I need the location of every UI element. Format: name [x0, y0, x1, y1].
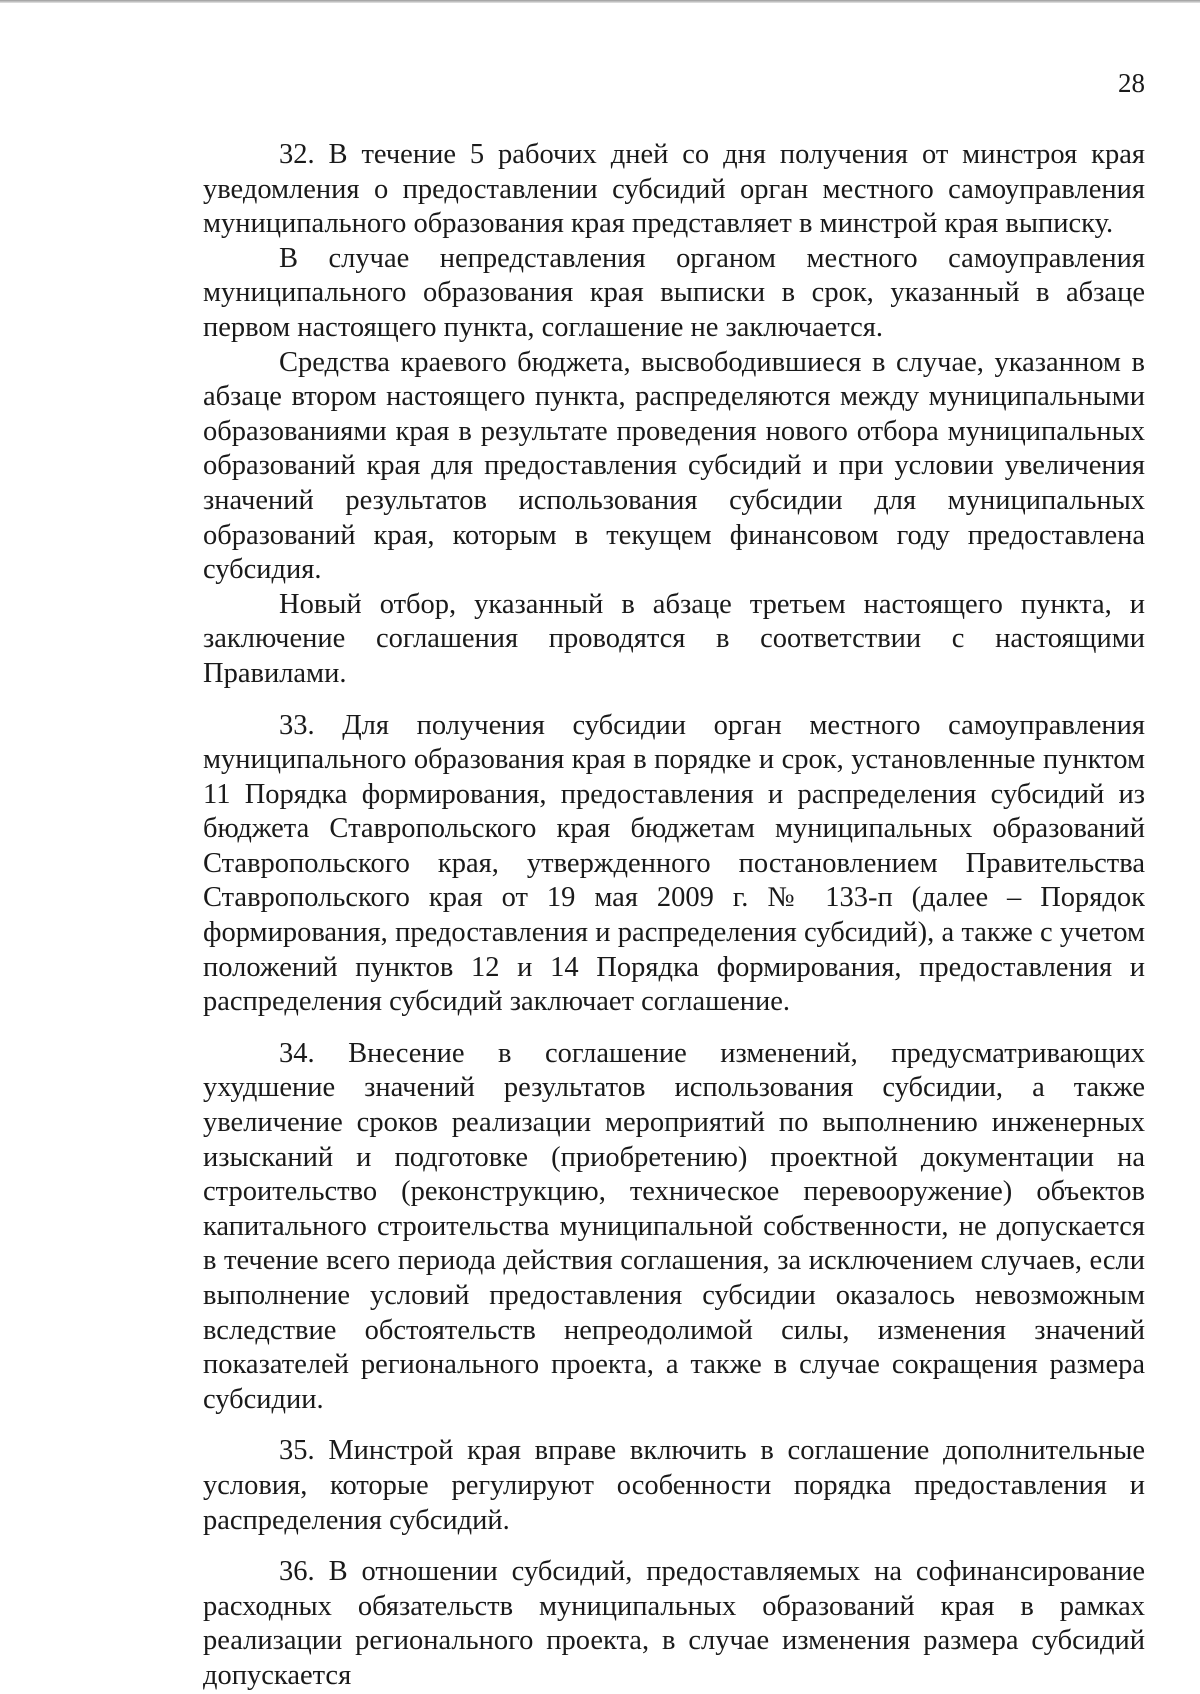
- paragraph-32-abzac-4: Новый отбор, указанный в абзаце третьем настоящего пункта, и заключение соглашения проводятся в соответствии с настоящими Правилами.: [203, 588, 1145, 689]
- paragraph-32-abzac-3: Средства краевого бюджета, высвободившиеся в случае, указанном в абзаце втором настоящего пункта, распределяются между муниципальными образованиями края в результате проведения нового отбора муниципальных образований края для предоставления субсидий и при условии увеличения значений результатов использования субсидии для муниципальных образований края, которым в текущем финансовом году предоставлена субсидия.: [203, 346, 1145, 586]
- paragraph-33: 33. Для получения субсидии орган местного самоуправления муниципального образования края в порядке и срок, установленные пунктом 11 Порядка формирования, предоставления и распределения субсидий из бюджета Ставропольского края бюджетам муниципальных образований Ставропольского края, утвержденного постановлением Правительства Ставропольского края от 19 мая 2009 г. № 133-п (далее – Порядок формирования, предоставления и распределения субсидий), а также с учетом положений пунктов 12 и 14 Порядка формирования, предоставления и распределения субсидий заключает соглашение.: [203, 709, 1145, 1018]
- paragraph-32: 32. В течение 5 рабочих дней со дня получения от минстроя края уведомления о предоставлении субсидий орган местного самоуправления муниципального образования края представляет в минстрой края выписку.: [203, 139, 1145, 240]
- document-body: [203, 138, 1145, 1694]
- paragraph-34: 34. Внесение в соглашение изменений, предусматривающих ухудшение значений результатов использования субсидии, а также увеличение сроков реализации мероприятий по выполнению инженерных изысканий и подготовке (приобретению) проектной документации на строительство (реконструкцию, техническое перевооружение) объектов капитального строительства муниципальной собственности, не допускается в течение всего периода действия соглашения, за исключением случаев, если выполнение условий предоставления субсидии оказалось невозможным вследствие обстоятельств непреодолимой силы, изменения значений показателей регионального проекта, а также в случае сокращения размера субсидии.: [203, 1037, 1145, 1415]
- paragraph-35: 35. Минстрой края вправе включить в соглашение дополнительные условия, которые регулируют особенности порядка предоставления и распределения субсидий.: [203, 1435, 1145, 1536]
- scan-top-edge: [0, 0, 1200, 3]
- paragraph-36: 36. В отношении субсидий, предоставляемых на софинансирование расходных обязательств муниципальных образований края в рамках реализации регионального проекта, в случае изменения размера субсидий допускается: [203, 1556, 1145, 1691]
- paragraph-32-abzac-2: В случае непредставления органом местного самоуправления муниципального образования края выписки в срок, указанный в абзаце первом настоящего пункта, соглашение не заключается.: [203, 242, 1145, 343]
- page-number: 28: [1118, 68, 1145, 98]
